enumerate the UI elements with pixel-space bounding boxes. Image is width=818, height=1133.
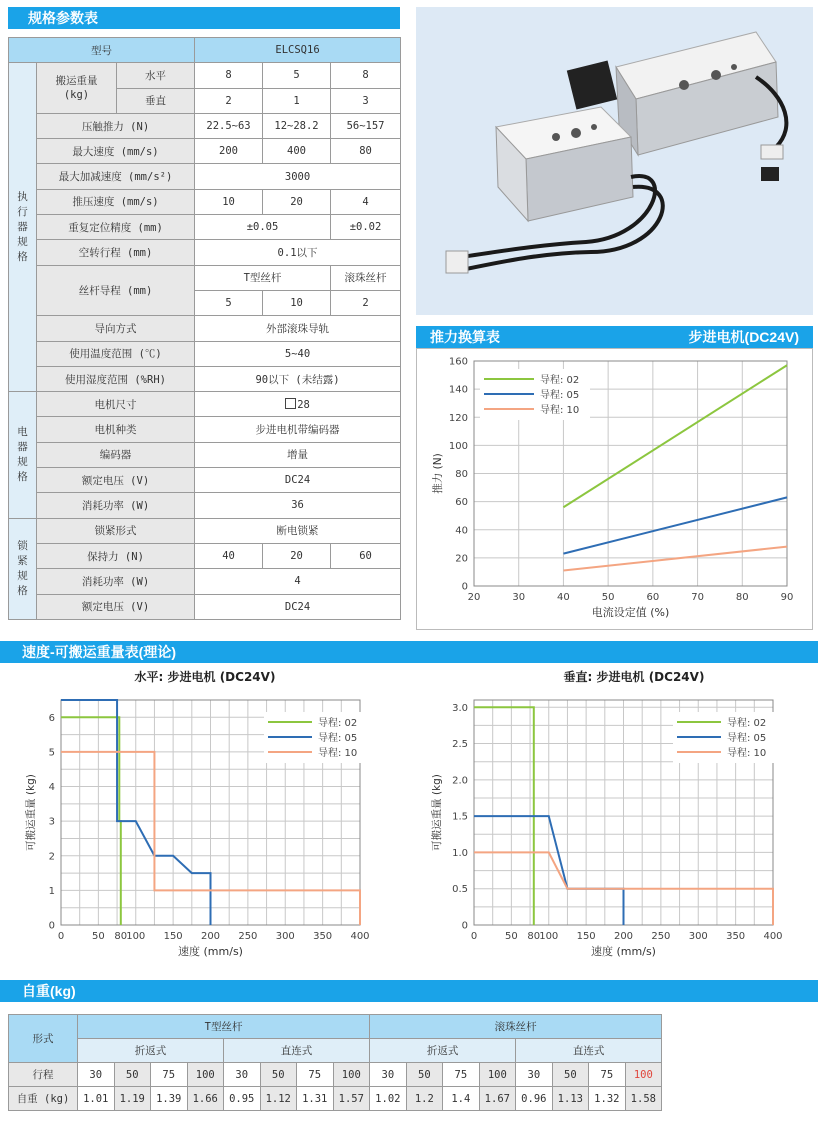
table-row bbox=[9, 341, 401, 366]
weight-cell: 1.13 bbox=[552, 1087, 589, 1111]
cell: 0.1以下 bbox=[195, 240, 401, 265]
form-label: 形式 bbox=[9, 1015, 78, 1063]
legend-label: 导程: 10 bbox=[318, 748, 358, 759]
folded-header: 折返式 bbox=[370, 1039, 516, 1063]
row-label: 电机种类 bbox=[37, 417, 195, 442]
cell: 22.5~63 bbox=[195, 113, 263, 138]
thrust-title: 推力换算表 bbox=[430, 329, 500, 345]
y-tick-label: 160 bbox=[448, 356, 468, 368]
product-photo bbox=[416, 7, 813, 315]
series-line-2 bbox=[563, 497, 787, 553]
table-row bbox=[9, 113, 401, 138]
group-actuator: 执行器规格 bbox=[9, 63, 37, 392]
y-tick-label: 100 bbox=[448, 440, 468, 452]
x-tick-label: 250 bbox=[651, 931, 671, 942]
y-tick-label: 0 bbox=[461, 581, 468, 593]
table-row bbox=[9, 493, 401, 518]
folded-header: 折返式 bbox=[78, 1039, 224, 1063]
x-axis-label: 电流设定值 (%) bbox=[591, 606, 670, 619]
row-label: 电机尺寸 bbox=[37, 392, 195, 417]
cell: 3 bbox=[331, 88, 401, 113]
legend-label: 导程: 02 bbox=[540, 375, 580, 386]
stroke-label: 行程 bbox=[9, 1063, 78, 1087]
weight-table bbox=[8, 1014, 662, 1111]
cell: 3000 bbox=[195, 164, 401, 189]
cell: 8 bbox=[195, 63, 263, 88]
stroke-cell: 50 bbox=[114, 1063, 151, 1087]
x-tick-label: 200 bbox=[613, 931, 634, 942]
y-tick-label: 140 bbox=[448, 384, 468, 396]
cell: 5~40 bbox=[195, 341, 401, 366]
table-row bbox=[9, 38, 401, 63]
weight-cell: 0.95 bbox=[224, 1087, 261, 1111]
row-label: 使用温度范围 (℃) bbox=[37, 341, 195, 366]
row-label: 最大加减速度 (mm/s²) bbox=[37, 164, 195, 189]
model-label: 型号 bbox=[9, 38, 195, 63]
x-tick-label: 30 bbox=[512, 592, 526, 603]
row-label: 消耗功率 (W) bbox=[37, 493, 195, 518]
ball-screw-header: 滚珠丝杆 bbox=[370, 1015, 662, 1039]
cell: 10 bbox=[263, 290, 331, 315]
stroke-cell: 30 bbox=[78, 1063, 115, 1087]
x-tick-label: 200 bbox=[200, 931, 221, 942]
y-tick-label: 6 bbox=[48, 712, 55, 724]
weight-cell: 1.67 bbox=[479, 1087, 516, 1111]
x-axis-label: 速度 (mm/s) bbox=[591, 945, 656, 958]
thrust-chart-frame bbox=[416, 348, 813, 630]
table-row bbox=[9, 594, 401, 619]
y-tick-label: 0 bbox=[48, 920, 55, 932]
weight-cell: 1.39 bbox=[151, 1087, 188, 1111]
weight-cell: 1.32 bbox=[589, 1087, 626, 1111]
cell: ±0.02 bbox=[331, 215, 401, 240]
x-tick-label: 400 bbox=[350, 931, 370, 942]
vertical-load-chart bbox=[409, 665, 818, 975]
series-line-1 bbox=[563, 365, 787, 507]
row-label: 重复定位精度 (mm) bbox=[37, 215, 195, 240]
stroke-cell: 75 bbox=[151, 1063, 188, 1087]
weight-cell: 1.57 bbox=[333, 1087, 370, 1111]
table-row bbox=[9, 215, 401, 240]
table-row bbox=[9, 468, 401, 493]
group-lock: 锁紧规格 bbox=[9, 518, 37, 619]
row-label: 使用湿度范围 (%RH) bbox=[37, 366, 195, 391]
legend-label: 导程: 02 bbox=[727, 718, 767, 729]
row-label: 消耗功率 (W) bbox=[37, 569, 195, 594]
cell: 增量 bbox=[195, 442, 401, 467]
table-row bbox=[9, 240, 401, 265]
legend-label: 导程: 10 bbox=[727, 748, 767, 759]
y-tick-label: 0 bbox=[461, 920, 468, 932]
row-label: 丝杆导程 (mm) bbox=[37, 265, 195, 316]
load-label: 搬运重量 (kg) bbox=[37, 63, 117, 114]
y-tick-label: 80 bbox=[455, 469, 468, 480]
legend-label: 导程: 05 bbox=[540, 390, 580, 401]
x-tick-label: 400 bbox=[763, 931, 783, 942]
cell: 12~28.2 bbox=[263, 113, 331, 138]
x-tick-label: 0 bbox=[470, 931, 478, 942]
cell: DC24 bbox=[195, 594, 401, 619]
stroke-cell: 30 bbox=[224, 1063, 261, 1087]
x-tick-label: 150 bbox=[163, 931, 183, 942]
table-row bbox=[9, 139, 401, 164]
cell: 2 bbox=[195, 88, 263, 113]
weight-section-header bbox=[0, 980, 818, 1002]
horizontal-label: 水平 bbox=[117, 63, 195, 88]
table-row bbox=[9, 1087, 662, 1111]
x-axis-label: 速度 (mm/s) bbox=[178, 945, 243, 958]
y-axis-label: 推力 (N) bbox=[432, 453, 444, 494]
cell: 90以下 (未结露) bbox=[195, 366, 401, 391]
cell: 56~157 bbox=[331, 113, 401, 138]
weight-cell: 1.12 bbox=[260, 1087, 297, 1111]
stroke-cell: 50 bbox=[260, 1063, 297, 1087]
row-label: 空转行程 (mm) bbox=[37, 240, 195, 265]
row-label: 额定电压 (V) bbox=[37, 594, 195, 619]
x-tick-label: 80 bbox=[735, 592, 749, 603]
y-tick-label: 0.5 bbox=[452, 884, 468, 896]
row-label: 导向方式 bbox=[37, 316, 195, 341]
table-row bbox=[9, 417, 401, 442]
cell: ±0.05 bbox=[195, 215, 331, 240]
cell: 断电锁紧 bbox=[195, 518, 401, 543]
table-row bbox=[9, 569, 401, 594]
x-tick-label: 50 bbox=[92, 931, 105, 942]
weight-cell: 1.4 bbox=[443, 1087, 480, 1111]
spec-title: 规格参数表 bbox=[28, 10, 98, 26]
table-row bbox=[9, 63, 401, 88]
stroke-cell: 75 bbox=[443, 1063, 480, 1087]
weight-cell: 1.19 bbox=[114, 1087, 151, 1111]
weight-cell: 1.31 bbox=[297, 1087, 334, 1111]
cell: 外部滚珠导轨 bbox=[195, 316, 401, 341]
x-tick-label: 100 bbox=[126, 931, 146, 942]
cell: 60 bbox=[331, 543, 401, 568]
straight-header: 直连式 bbox=[224, 1039, 370, 1063]
series-line-3 bbox=[563, 547, 787, 571]
cell: 10 bbox=[195, 189, 263, 214]
cell: 20 bbox=[263, 543, 331, 568]
row-label: 最大速度 (mm/s) bbox=[37, 139, 195, 164]
speed-title: 速度-可搬运重量表(理论) bbox=[22, 644, 176, 660]
weight-cell: 1.2 bbox=[406, 1087, 443, 1111]
cell: 1 bbox=[263, 88, 331, 113]
cell: 4 bbox=[195, 569, 401, 594]
cell: 5 bbox=[195, 290, 263, 315]
chart-title: 垂直: 步进电机 (DC24V) bbox=[563, 670, 705, 684]
x-tick-label: 350 bbox=[726, 931, 746, 942]
table-row bbox=[9, 518, 401, 543]
cell: 4 bbox=[331, 189, 401, 214]
row-label: 推压速度 (mm/s) bbox=[37, 189, 195, 214]
x-tick-label: 60 bbox=[646, 592, 660, 603]
spec-table bbox=[8, 37, 401, 620]
weight-label: 自重 (kg) bbox=[9, 1087, 78, 1111]
legend-label: 导程: 02 bbox=[318, 718, 358, 729]
stroke-cell: 100 bbox=[333, 1063, 370, 1087]
stroke-cell: 75 bbox=[297, 1063, 334, 1087]
stroke-cell: 100 bbox=[187, 1063, 224, 1087]
y-tick-label: 3 bbox=[48, 816, 55, 828]
cell: 28 bbox=[195, 392, 401, 417]
thrust-section-header bbox=[416, 326, 813, 348]
x-tick-label: 50 bbox=[601, 592, 615, 603]
cell: 步进电机带编码器 bbox=[195, 417, 401, 442]
cell: 36 bbox=[195, 493, 401, 518]
y-tick-label: 20 bbox=[455, 553, 468, 565]
square-icon bbox=[285, 398, 296, 409]
weight-title: 自重(kg) bbox=[22, 983, 76, 999]
cell: 80 bbox=[331, 139, 401, 164]
row-label: 保持力 (N) bbox=[37, 543, 195, 568]
weight-cell: 1.66 bbox=[187, 1087, 224, 1111]
x-tick-label: 80 bbox=[527, 931, 541, 942]
cell: 滚珠丝杆 bbox=[331, 265, 401, 290]
table-row bbox=[9, 366, 401, 391]
x-tick-label: 150 bbox=[576, 931, 596, 942]
table-row bbox=[9, 164, 401, 189]
cell: 5 bbox=[263, 63, 331, 88]
y-tick-label: 40 bbox=[455, 525, 468, 537]
table-row bbox=[9, 543, 401, 568]
y-tick-label: 1.0 bbox=[452, 847, 468, 859]
horizontal-load-chart bbox=[0, 665, 409, 975]
cell: 8 bbox=[331, 63, 401, 88]
cell: T型丝杆 bbox=[195, 265, 331, 290]
stroke-cell: 100 bbox=[479, 1063, 516, 1087]
stroke-cell: 50 bbox=[406, 1063, 443, 1087]
cell: 2 bbox=[331, 290, 401, 315]
group-electrical: 电器规格 bbox=[9, 392, 37, 518]
thrust-subtitle: 步进电机(DC24V) bbox=[688, 329, 799, 345]
stroke-cell: 50 bbox=[552, 1063, 589, 1087]
table-row bbox=[9, 392, 401, 417]
x-tick-label: 250 bbox=[238, 931, 258, 942]
table-row bbox=[9, 189, 401, 214]
y-tick-label: 2.5 bbox=[452, 739, 468, 751]
cell: 200 bbox=[195, 139, 263, 164]
x-tick-label: 40 bbox=[557, 592, 570, 603]
x-tick-label: 100 bbox=[539, 931, 559, 942]
y-tick-label: 1 bbox=[48, 885, 55, 897]
row-label: 编码器 bbox=[37, 442, 195, 467]
table-row bbox=[9, 316, 401, 341]
table-row bbox=[9, 265, 401, 290]
weight-cell: 1.01 bbox=[78, 1087, 115, 1111]
y-tick-label: 2 bbox=[48, 851, 55, 863]
table-row bbox=[9, 1063, 662, 1087]
y-tick-label: 4 bbox=[48, 782, 55, 794]
x-tick-label: 20 bbox=[467, 592, 481, 603]
x-tick-label: 300 bbox=[688, 931, 708, 942]
stroke-cell: 30 bbox=[516, 1063, 553, 1087]
speed-section-header bbox=[0, 641, 818, 663]
model-value: ELCSQ16 bbox=[195, 38, 401, 63]
weight-cell: 1.02 bbox=[370, 1087, 407, 1111]
y-tick-label: 120 bbox=[448, 412, 468, 424]
x-tick-label: 350 bbox=[313, 931, 333, 942]
table-row bbox=[9, 1015, 662, 1039]
y-axis-label: 可搬运重量 (kg) bbox=[25, 774, 37, 851]
spec-section-header bbox=[8, 7, 400, 29]
vertical-label: 垂直 bbox=[117, 88, 195, 113]
stroke-cell: 100 bbox=[625, 1063, 662, 1087]
row-label: 额定电压 (V) bbox=[37, 468, 195, 493]
chart-title: 水平: 步进电机 (DC24V) bbox=[134, 670, 276, 684]
y-tick-label: 2.0 bbox=[452, 775, 468, 787]
t-screw-header: T型丝杆 bbox=[78, 1015, 370, 1039]
weight-cell: 1.58 bbox=[625, 1087, 662, 1111]
row-label: 锁紧形式 bbox=[37, 518, 195, 543]
row-label: 压触推力 (N) bbox=[37, 113, 195, 138]
thrust-chart bbox=[417, 349, 812, 629]
legend-label: 导程: 05 bbox=[727, 733, 767, 744]
cell: DC24 bbox=[195, 468, 401, 493]
x-tick-label: 80 bbox=[114, 931, 128, 942]
y-axis-label: 可搬运重量 (kg) bbox=[431, 774, 443, 851]
straight-header: 直连式 bbox=[516, 1039, 662, 1063]
y-tick-label: 1.5 bbox=[452, 811, 468, 823]
y-tick-label: 5 bbox=[48, 747, 55, 759]
x-tick-label: 90 bbox=[780, 592, 794, 603]
y-tick-label: 3.0 bbox=[452, 702, 468, 714]
y-tick-label: 60 bbox=[455, 497, 468, 509]
legend-label: 导程: 10 bbox=[540, 405, 580, 416]
stroke-cell: 75 bbox=[589, 1063, 626, 1087]
x-tick-label: 0 bbox=[57, 931, 65, 942]
weight-cell: 0.96 bbox=[516, 1087, 553, 1111]
cell: 20 bbox=[263, 189, 331, 214]
cell: 400 bbox=[263, 139, 331, 164]
stroke-cell: 30 bbox=[370, 1063, 407, 1087]
table-row bbox=[9, 1039, 662, 1063]
table-row bbox=[9, 442, 401, 467]
legend-label: 导程: 05 bbox=[318, 733, 358, 744]
x-tick-label: 50 bbox=[505, 931, 518, 942]
cell: 40 bbox=[195, 543, 263, 568]
x-tick-label: 300 bbox=[275, 931, 295, 942]
x-tick-label: 70 bbox=[691, 592, 704, 603]
